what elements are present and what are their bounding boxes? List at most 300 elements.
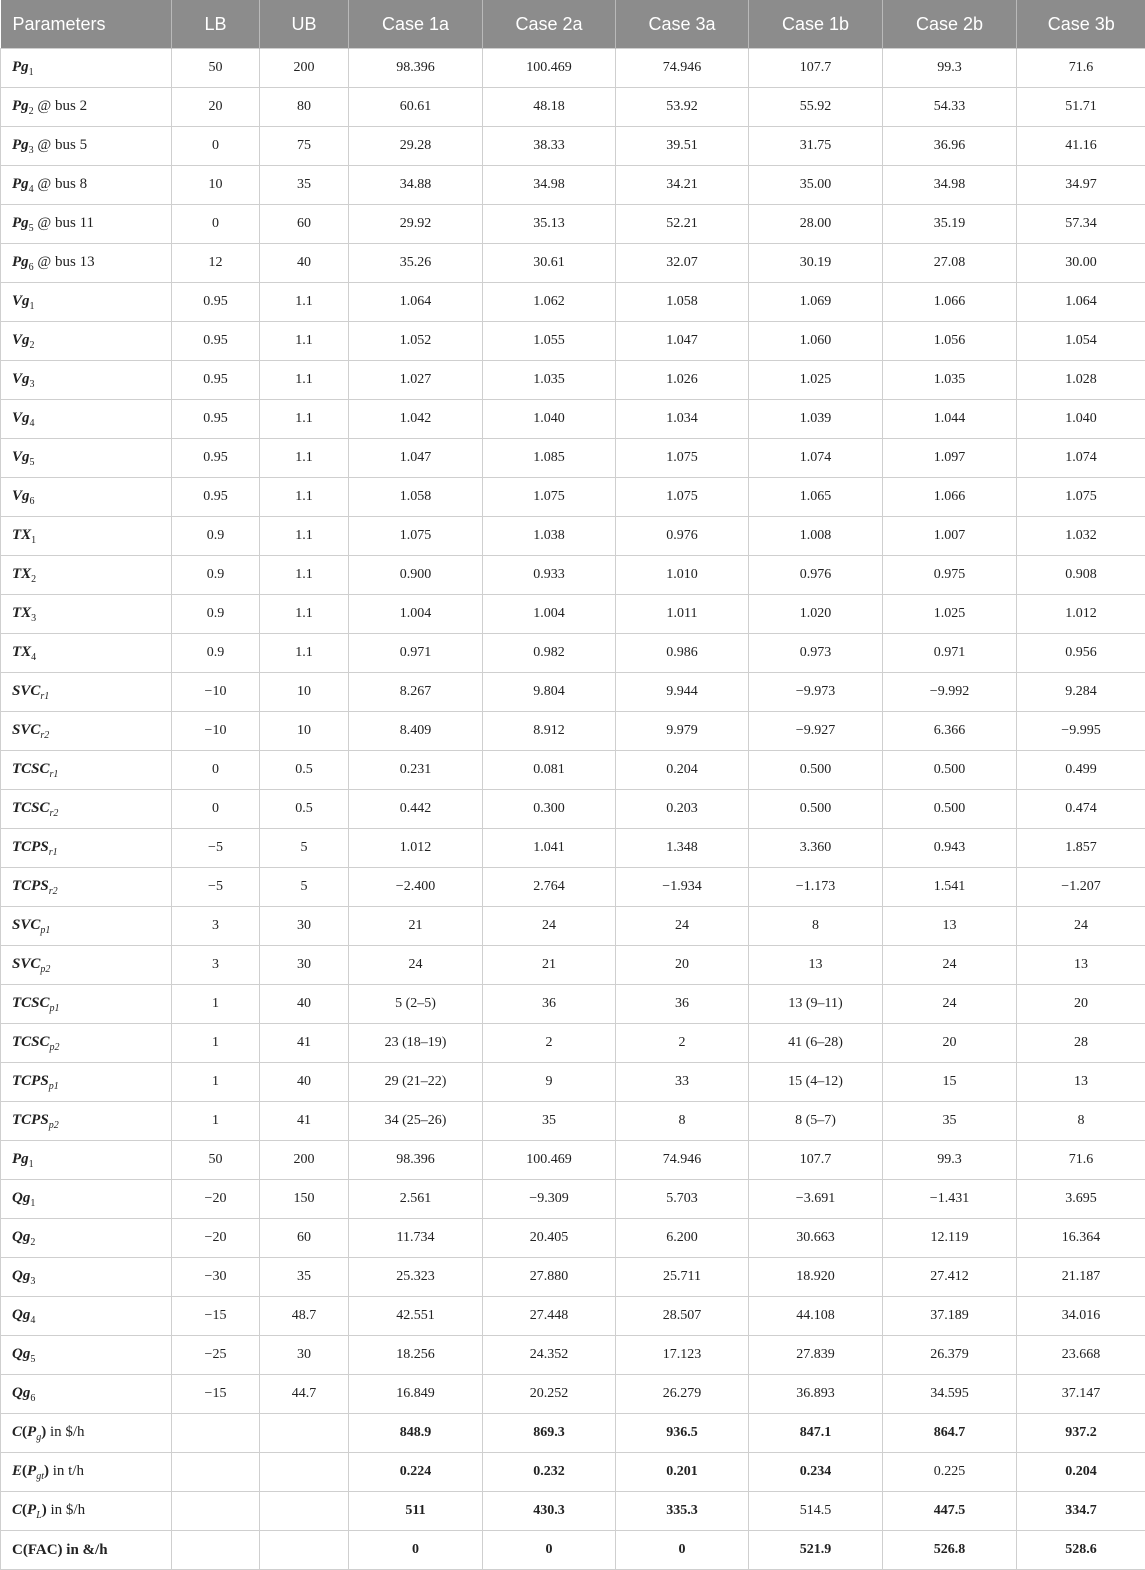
parameter-bus-label: @ bus 8 — [34, 176, 87, 192]
lower-bound-cell: 0.95 — [172, 439, 260, 478]
value-cell: 1.042 — [349, 400, 483, 439]
lower-bound-cell: 10 — [172, 166, 260, 205]
value-cell: 23.668 — [1017, 1336, 1145, 1375]
value-cell: 8.409 — [349, 712, 483, 751]
upper-bound-cell: 10 — [260, 673, 349, 712]
value-cell: 8 — [1017, 1102, 1145, 1141]
header-case-2b: Case 2b — [883, 0, 1017, 49]
formula-argument: P — [27, 1502, 36, 1518]
lower-bound-cell: −15 — [172, 1375, 260, 1414]
value-cell: 2 — [616, 1024, 749, 1063]
table-row — [1, 205, 1145, 244]
parameter-subscript: 1 — [29, 1159, 34, 1170]
value-cell: 1.007 — [883, 517, 1017, 556]
parameter-symbol: Vg — [12, 449, 30, 465]
parameter-bus-label: @ bus 11 — [34, 215, 94, 231]
value-cell: 0.474 — [1017, 790, 1145, 829]
value-cell: 1.075 — [1017, 478, 1145, 517]
value-cell: 21 — [349, 907, 483, 946]
value-cell: 1.074 — [1017, 439, 1145, 478]
table-row — [1, 1258, 1145, 1297]
value-cell: 0.500 — [883, 751, 1017, 790]
parameter-cell — [1, 985, 172, 1024]
parameter-symbol: Pg — [12, 176, 29, 192]
parameter-cell — [1, 517, 172, 556]
lower-bound-cell: −10 — [172, 712, 260, 751]
value-cell: 24 — [349, 946, 483, 985]
value-cell: 41.16 — [1017, 127, 1145, 166]
table-row — [1, 868, 1145, 907]
value-cell: 29.28 — [349, 127, 483, 166]
upper-bound-cell: 41 — [260, 1024, 349, 1063]
value-cell: −2.400 — [349, 868, 483, 907]
parameter-cell — [1, 556, 172, 595]
value-cell: 1.025 — [749, 361, 883, 400]
upper-bound-cell: 30 — [260, 907, 349, 946]
parameter-symbol: Qg — [12, 1268, 30, 1284]
parameter-cell — [1, 1141, 172, 1180]
lower-bound-cell — [172, 1453, 260, 1492]
value-cell: 0 — [616, 1531, 749, 1570]
value-cell: 12.119 — [883, 1219, 1017, 1258]
upper-bound-cell: 5 — [260, 829, 349, 868]
lower-bound-cell: 1 — [172, 1063, 260, 1102]
parameter-symbol: TCPS — [12, 1073, 49, 1089]
parameter-subscript: 3 — [30, 379, 35, 390]
value-cell: 0.908 — [1017, 556, 1145, 595]
parameter-subscript: 4 — [29, 184, 34, 195]
value-cell: 34 (25–26) — [349, 1102, 483, 1141]
value-cell: 1.052 — [349, 322, 483, 361]
table-row — [1, 244, 1145, 283]
table-row — [1, 400, 1145, 439]
value-cell: 1.064 — [349, 283, 483, 322]
value-cell: 1.062 — [483, 283, 616, 322]
value-cell: 0.225 — [883, 1453, 1017, 1492]
value-cell: 2 — [483, 1024, 616, 1063]
upper-bound-cell: 48.7 — [260, 1297, 349, 1336]
value-cell: 334.7 — [1017, 1492, 1145, 1531]
parameter-subscript: r2 — [49, 886, 58, 897]
parameter-cell — [1, 829, 172, 868]
value-cell: 98.396 — [349, 1141, 483, 1180]
parameter-cell — [1, 673, 172, 712]
value-cell: 1.047 — [616, 322, 749, 361]
value-cell: 1.034 — [616, 400, 749, 439]
value-cell: −9.927 — [749, 712, 883, 751]
value-cell: 1.085 — [483, 439, 616, 478]
value-cell: 5.703 — [616, 1180, 749, 1219]
header-ub: UB — [260, 0, 349, 49]
parameter-symbol: Pg — [12, 98, 29, 114]
table-row — [1, 517, 1145, 556]
parameter-cell — [1, 1375, 172, 1414]
formula-function: E — [12, 1463, 22, 1479]
parameter-symbol: TX — [12, 605, 31, 621]
parameter-symbol: TCPS — [12, 878, 49, 894]
lower-bound-cell: 0.9 — [172, 517, 260, 556]
upper-bound-cell: 0.5 — [260, 751, 349, 790]
value-cell: 0 — [349, 1531, 483, 1570]
value-cell: 1.025 — [883, 595, 1017, 634]
parameter-cell — [1, 439, 172, 478]
upper-bound-cell: 1.1 — [260, 439, 349, 478]
value-cell: 25.711 — [616, 1258, 749, 1297]
table-row — [1, 1024, 1145, 1063]
value-cell: 20 — [616, 946, 749, 985]
value-cell: 74.946 — [616, 49, 749, 88]
parameter-subscript: 6 — [30, 496, 35, 507]
summary-formula: $C(P_g)$ — [12, 1424, 46, 1440]
value-cell: 13 — [883, 907, 1017, 946]
value-cell: 1.041 — [483, 829, 616, 868]
parameter-subscript: 3 — [31, 613, 36, 624]
table-row — [1, 673, 1145, 712]
value-cell: 17.123 — [616, 1336, 749, 1375]
value-cell: 0.081 — [483, 751, 616, 790]
formula-subscript: L — [36, 1510, 42, 1521]
parameter-subscript: 5 — [29, 223, 34, 234]
value-cell: 1.010 — [616, 556, 749, 595]
parameter-cell — [1, 595, 172, 634]
value-cell: 18.920 — [749, 1258, 883, 1297]
value-cell: 1.097 — [883, 439, 1017, 478]
value-cell: 1.004 — [349, 595, 483, 634]
upper-bound-cell: 1.1 — [260, 634, 349, 673]
value-cell: 36.96 — [883, 127, 1017, 166]
parameter-bus-label: @ bus 5 — [34, 137, 87, 153]
parameter-subscript: r1 — [40, 691, 49, 702]
value-cell: 34.88 — [349, 166, 483, 205]
value-cell: 0.442 — [349, 790, 483, 829]
value-cell: 21.187 — [1017, 1258, 1145, 1297]
value-cell: 511 — [349, 1492, 483, 1531]
value-cell: 27.880 — [483, 1258, 616, 1297]
value-cell: −1.431 — [883, 1180, 1017, 1219]
value-cell: 24 — [616, 907, 749, 946]
value-cell: 1.026 — [616, 361, 749, 400]
lower-bound-cell: −20 — [172, 1180, 260, 1219]
value-cell: 30.61 — [483, 244, 616, 283]
upper-bound-cell: 44.7 — [260, 1375, 349, 1414]
parameter-cell — [1, 907, 172, 946]
summary-label-cell — [1, 1453, 172, 1492]
parameter-symbol: TX — [12, 644, 31, 660]
value-cell: 51.71 — [1017, 88, 1145, 127]
value-cell: 36.893 — [749, 1375, 883, 1414]
formula-subscript: gt — [36, 1471, 44, 1482]
header-row — [1, 0, 1145, 49]
parameter-cell — [1, 400, 172, 439]
lower-bound-cell: 0 — [172, 205, 260, 244]
lower-bound-cell: 3 — [172, 907, 260, 946]
parameter-subscript: r1 — [50, 769, 59, 780]
value-cell: 18.256 — [349, 1336, 483, 1375]
upper-bound-cell: 200 — [260, 49, 349, 88]
value-cell: 526.8 — [883, 1531, 1017, 1570]
value-cell: 35 — [883, 1102, 1017, 1141]
value-cell: 13 — [749, 946, 883, 985]
table-row — [1, 1102, 1145, 1141]
table-row — [1, 49, 1145, 88]
parameter-symbol: TCPS — [12, 1112, 49, 1128]
parameter-symbol: Qg — [12, 1346, 30, 1362]
value-cell: 0.976 — [749, 556, 883, 595]
table-row — [1, 127, 1145, 166]
value-cell: 41 (6–28) — [749, 1024, 883, 1063]
parameter-cell — [1, 1102, 172, 1141]
lower-bound-cell: 0 — [172, 790, 260, 829]
value-cell: 864.7 — [883, 1414, 1017, 1453]
value-cell: 53.92 — [616, 88, 749, 127]
value-cell: 34.016 — [1017, 1297, 1145, 1336]
table-row — [1, 478, 1145, 517]
parameter-cell — [1, 361, 172, 400]
value-cell: 1.047 — [349, 439, 483, 478]
parameter-cell — [1, 49, 172, 88]
value-cell: 3.360 — [749, 829, 883, 868]
parameter-cell — [1, 244, 172, 283]
value-cell: 9.944 — [616, 673, 749, 712]
value-cell: 16.849 — [349, 1375, 483, 1414]
value-cell: 24.352 — [483, 1336, 616, 1375]
value-cell: 1.028 — [1017, 361, 1145, 400]
formula-function: C — [12, 1502, 22, 1518]
value-cell: 2.561 — [349, 1180, 483, 1219]
value-cell: −1.934 — [616, 868, 749, 907]
table-row — [1, 751, 1145, 790]
value-cell: 26.279 — [616, 1375, 749, 1414]
parameter-subscript: 1 — [30, 301, 35, 312]
parameter-symbol: Pg — [12, 137, 29, 153]
value-cell: 0.499 — [1017, 751, 1145, 790]
value-cell: 2.764 — [483, 868, 616, 907]
value-cell: 447.5 — [883, 1492, 1017, 1531]
summary-label: C(FAC) in &/h — [12, 1542, 108, 1558]
upper-bound-cell: 1.1 — [260, 595, 349, 634]
formula-unit: in t/h — [49, 1463, 84, 1479]
value-cell: 869.3 — [483, 1414, 616, 1453]
upper-bound-cell: 1.1 — [260, 400, 349, 439]
parameter-symbol: Pg — [12, 254, 29, 270]
value-cell: 6.200 — [616, 1219, 749, 1258]
parameter-symbol: Pg — [12, 1151, 29, 1167]
summary-label-cell — [1, 1492, 172, 1531]
summary-formula: $E(P_{gt})$ — [12, 1463, 49, 1479]
parameter-cell — [1, 1258, 172, 1297]
lower-bound-cell: 0 — [172, 127, 260, 166]
value-cell: 60.61 — [349, 88, 483, 127]
parameter-symbol: Vg — [12, 410, 30, 426]
value-cell: 24 — [883, 946, 1017, 985]
value-cell: 15 (4–12) — [749, 1063, 883, 1102]
table-row — [1, 907, 1145, 946]
value-cell: 34.98 — [483, 166, 616, 205]
table-row — [1, 1297, 1145, 1336]
value-cell: 35.19 — [883, 205, 1017, 244]
table-row — [1, 556, 1145, 595]
upper-bound-cell: 1.1 — [260, 478, 349, 517]
parameter-subscript: 2 — [29, 106, 34, 117]
parameter-symbol: SVC — [12, 956, 40, 972]
lower-bound-cell: 12 — [172, 244, 260, 283]
parameter-subscript: 6 — [29, 262, 34, 273]
parameter-symbol: TCSC — [12, 761, 50, 777]
parameter-cell — [1, 127, 172, 166]
value-cell: 15 — [883, 1063, 1017, 1102]
value-cell: 0.500 — [749, 790, 883, 829]
lower-bound-cell: 0.95 — [172, 322, 260, 361]
table-row — [1, 1375, 1145, 1414]
value-cell: 521.9 — [749, 1531, 883, 1570]
table-row — [1, 361, 1145, 400]
parameter-cell — [1, 478, 172, 517]
lower-bound-cell: 50 — [172, 1141, 260, 1180]
value-cell: 1.044 — [883, 400, 1017, 439]
value-cell: 1.064 — [1017, 283, 1145, 322]
lower-bound-cell: −25 — [172, 1336, 260, 1375]
value-cell: 847.1 — [749, 1414, 883, 1453]
value-cell: 1.027 — [349, 361, 483, 400]
upper-bound-cell: 41 — [260, 1102, 349, 1141]
parameter-symbol: Qg — [12, 1307, 30, 1323]
value-cell: 28.507 — [616, 1297, 749, 1336]
value-cell: 32.07 — [616, 244, 749, 283]
summary-formula: $C(P_L)$ — [12, 1502, 47, 1518]
value-cell: 55.92 — [749, 88, 883, 127]
value-cell: 29 (21–22) — [349, 1063, 483, 1102]
value-cell: 100.469 — [483, 1141, 616, 1180]
value-cell: 35.13 — [483, 205, 616, 244]
value-cell: 99.3 — [883, 1141, 1017, 1180]
parameter-symbol: SVC — [12, 917, 40, 933]
value-cell: 13 (9–11) — [749, 985, 883, 1024]
parameter-symbol: Qg — [12, 1190, 30, 1206]
parameter-subscript: p1 — [40, 925, 50, 936]
parameter-subscript: p2 — [50, 1042, 60, 1053]
parameter-symbol: Pg — [12, 59, 29, 75]
value-cell: 57.34 — [1017, 205, 1145, 244]
value-cell: 34.97 — [1017, 166, 1145, 205]
table-row — [1, 322, 1145, 361]
value-cell: 9.804 — [483, 673, 616, 712]
value-cell: 54.33 — [883, 88, 1017, 127]
summary-row — [1, 1414, 1145, 1453]
value-cell: −1.207 — [1017, 868, 1145, 907]
value-cell: 71.6 — [1017, 49, 1145, 88]
header-lb: LB — [172, 0, 260, 49]
lower-bound-cell: 0.95 — [172, 478, 260, 517]
value-cell: 38.33 — [483, 127, 616, 166]
value-cell: 0.982 — [483, 634, 616, 673]
parameter-subscript: r2 — [50, 808, 59, 819]
upper-bound-cell — [260, 1453, 349, 1492]
value-cell: 1.066 — [883, 478, 1017, 517]
parameter-symbol: Pg — [12, 215, 29, 231]
upper-bound-cell: 75 — [260, 127, 349, 166]
table-row — [1, 166, 1145, 205]
value-cell: 25.323 — [349, 1258, 483, 1297]
value-cell: 37.189 — [883, 1297, 1017, 1336]
table-row — [1, 88, 1145, 127]
value-cell: 36 — [483, 985, 616, 1024]
lower-bound-cell: −5 — [172, 829, 260, 868]
parameter-symbol: Vg — [12, 371, 30, 387]
value-cell: 936.5 — [616, 1414, 749, 1453]
value-cell: 1.075 — [483, 478, 616, 517]
parameter-symbol: TX — [12, 527, 31, 543]
value-cell: −9.995 — [1017, 712, 1145, 751]
value-cell: 0.975 — [883, 556, 1017, 595]
summary-row — [1, 1531, 1145, 1570]
lower-bound-cell: 0.9 — [172, 595, 260, 634]
parameter-subscript: r2 — [40, 730, 49, 741]
formula-function: C — [12, 1424, 22, 1440]
value-cell: 20 — [1017, 985, 1145, 1024]
value-cell: 1.060 — [749, 322, 883, 361]
parameter-bus-label: @ bus 13 — [34, 254, 95, 270]
value-cell: 26.379 — [883, 1336, 1017, 1375]
value-cell: 29.92 — [349, 205, 483, 244]
parameter-cell — [1, 790, 172, 829]
value-cell: 27.08 — [883, 244, 1017, 283]
upper-bound-cell: 1.1 — [260, 283, 349, 322]
value-cell: −9.309 — [483, 1180, 616, 1219]
upper-bound-cell: 40 — [260, 244, 349, 283]
value-cell: 37.147 — [1017, 1375, 1145, 1414]
value-cell: 1.035 — [883, 361, 1017, 400]
header-case-3a: Case 3a — [616, 0, 749, 49]
parameter-symbol: Vg — [12, 293, 30, 309]
upper-bound-cell: 80 — [260, 88, 349, 127]
header-case-3b: Case 3b — [1017, 0, 1145, 49]
lower-bound-cell: −5 — [172, 868, 260, 907]
value-cell: 9.979 — [616, 712, 749, 751]
parameter-cell — [1, 1180, 172, 1219]
lower-bound-cell: 0.95 — [172, 400, 260, 439]
value-cell: 1.058 — [616, 283, 749, 322]
value-cell: 430.3 — [483, 1492, 616, 1531]
value-cell: 31.75 — [749, 127, 883, 166]
table-row — [1, 634, 1145, 673]
value-cell: −1.173 — [749, 868, 883, 907]
value-cell: 514.5 — [749, 1492, 883, 1531]
value-cell: 8.912 — [483, 712, 616, 751]
parameter-cell — [1, 751, 172, 790]
table-row — [1, 1141, 1145, 1180]
parameter-cell — [1, 634, 172, 673]
value-cell: 1.056 — [883, 322, 1017, 361]
parameter-subscript: 1 — [29, 67, 34, 78]
value-cell: 9 — [483, 1063, 616, 1102]
value-cell: 100.469 — [483, 49, 616, 88]
value-cell: 36 — [616, 985, 749, 1024]
value-cell: 71.6 — [1017, 1141, 1145, 1180]
value-cell: 1.035 — [483, 361, 616, 400]
value-cell: 42.551 — [349, 1297, 483, 1336]
lower-bound-cell: 0 — [172, 751, 260, 790]
upper-bound-cell — [260, 1531, 349, 1570]
lower-bound-cell — [172, 1414, 260, 1453]
parameter-subscript: 5 — [30, 1354, 35, 1365]
value-cell: 34.595 — [883, 1375, 1017, 1414]
value-cell: 1.032 — [1017, 517, 1145, 556]
value-cell: 0.986 — [616, 634, 749, 673]
table-row — [1, 1063, 1145, 1102]
table-row — [1, 1219, 1145, 1258]
value-cell: 34.98 — [883, 166, 1017, 205]
value-cell: 0.203 — [616, 790, 749, 829]
